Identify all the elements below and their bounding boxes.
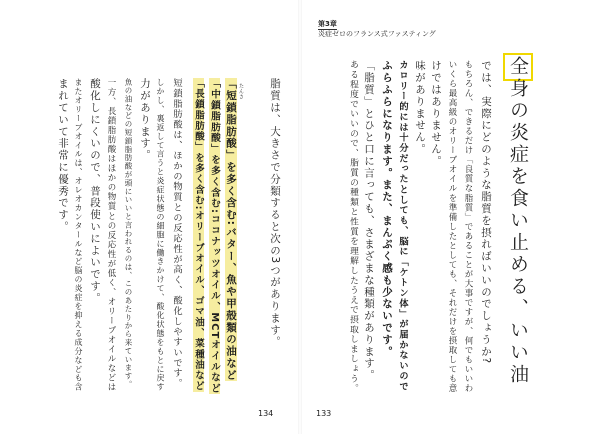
text-line: けではありません。 [430,60,442,168]
text-line: 魚の油などの短鎖脂肪酸が頭にいいと言われるのは、このあたりから来ています。 [124,78,133,389]
text-line: まれていて非常に優秀です。 [57,78,69,233]
section-title [506,56,530,386]
highlight-text: 「長鎖脂肪酸」を多く含む:オリーブオイル、ゴマ油、菜種油など [193,78,204,392]
ruby-text: たんさ [238,83,244,100]
section-title-first-char: 全 [507,56,529,78]
text-line: 味がありません。 [414,60,426,156]
chapter-subtitle: 炎症ゼロのフランス式ファスティング [318,30,436,38]
bold-text-line: ふらふらになります。また、まんぷく感も少ないです。 [381,60,393,358]
section-title-rest: 身の炎症を食い止める、いい油 [507,78,529,386]
text-line: 酸化しにくいので、普段使いによいです。 [89,78,101,305]
highlight-text: 「中鎖脂肪酸」を多く含む:ココナッツオイル、MCTオイルなど [209,78,220,395]
book-gutter [298,0,302,434]
text-line: 一方、長鎖脂肪酸はほかの物質との反応性が低く、オリーブオイルなどは [106,78,116,393]
text-line: では、実際にどのような脂質を摂ればいいのでしょうか? [480,60,492,365]
highlight-text: 「短鎖脂肪酸」を多く含む:バター、魚や甲殻類の油など [225,78,237,382]
text-line: ある程度でいいので、脂質の種類と性質を理解したうえで摂取しましょう。 [348,60,358,394]
text-line: 力があります。 [139,78,151,162]
bold-text-line: カロリー的には十分だったとしても、脳に「ケトン体」が届かないので [397,60,408,392]
page-number-right: 133 [316,409,332,418]
text-line: しかし、裏返して言うと炎症状態の細胞に働きかけて、酸化状態をもとに戻す [156,78,165,392]
text-line: 脂質は、大きさで分類すると次の3つがあります。 [269,78,281,348]
text-line: いくら最高級のオリーブオイルを準備したとしても、それだけを摂取しても意 [447,60,457,394]
highlight-line [192,78,205,392]
text-line: 「脂質」とひと口に言っても、さまざまな種類があります。 [363,60,375,382]
chapter-number: 第3章 [318,20,337,28]
page-number-left: 134 [258,409,274,418]
text-line: 短鎖脂肪酸は、ほかの物質との反応性が高く、酸化しやすいです。 [171,78,182,389]
highlight-line [208,78,221,394]
highlight-line [224,78,237,381]
text-line: もちろん、できるだけ「良質な脂質」であることが大事ですが、何でもいいわ [463,60,473,394]
text-line: またオリーブオイルは、オレオカンタールなど脳の炎症を抑える成分なども含 [74,78,83,392]
chapter-header [318,20,436,39]
